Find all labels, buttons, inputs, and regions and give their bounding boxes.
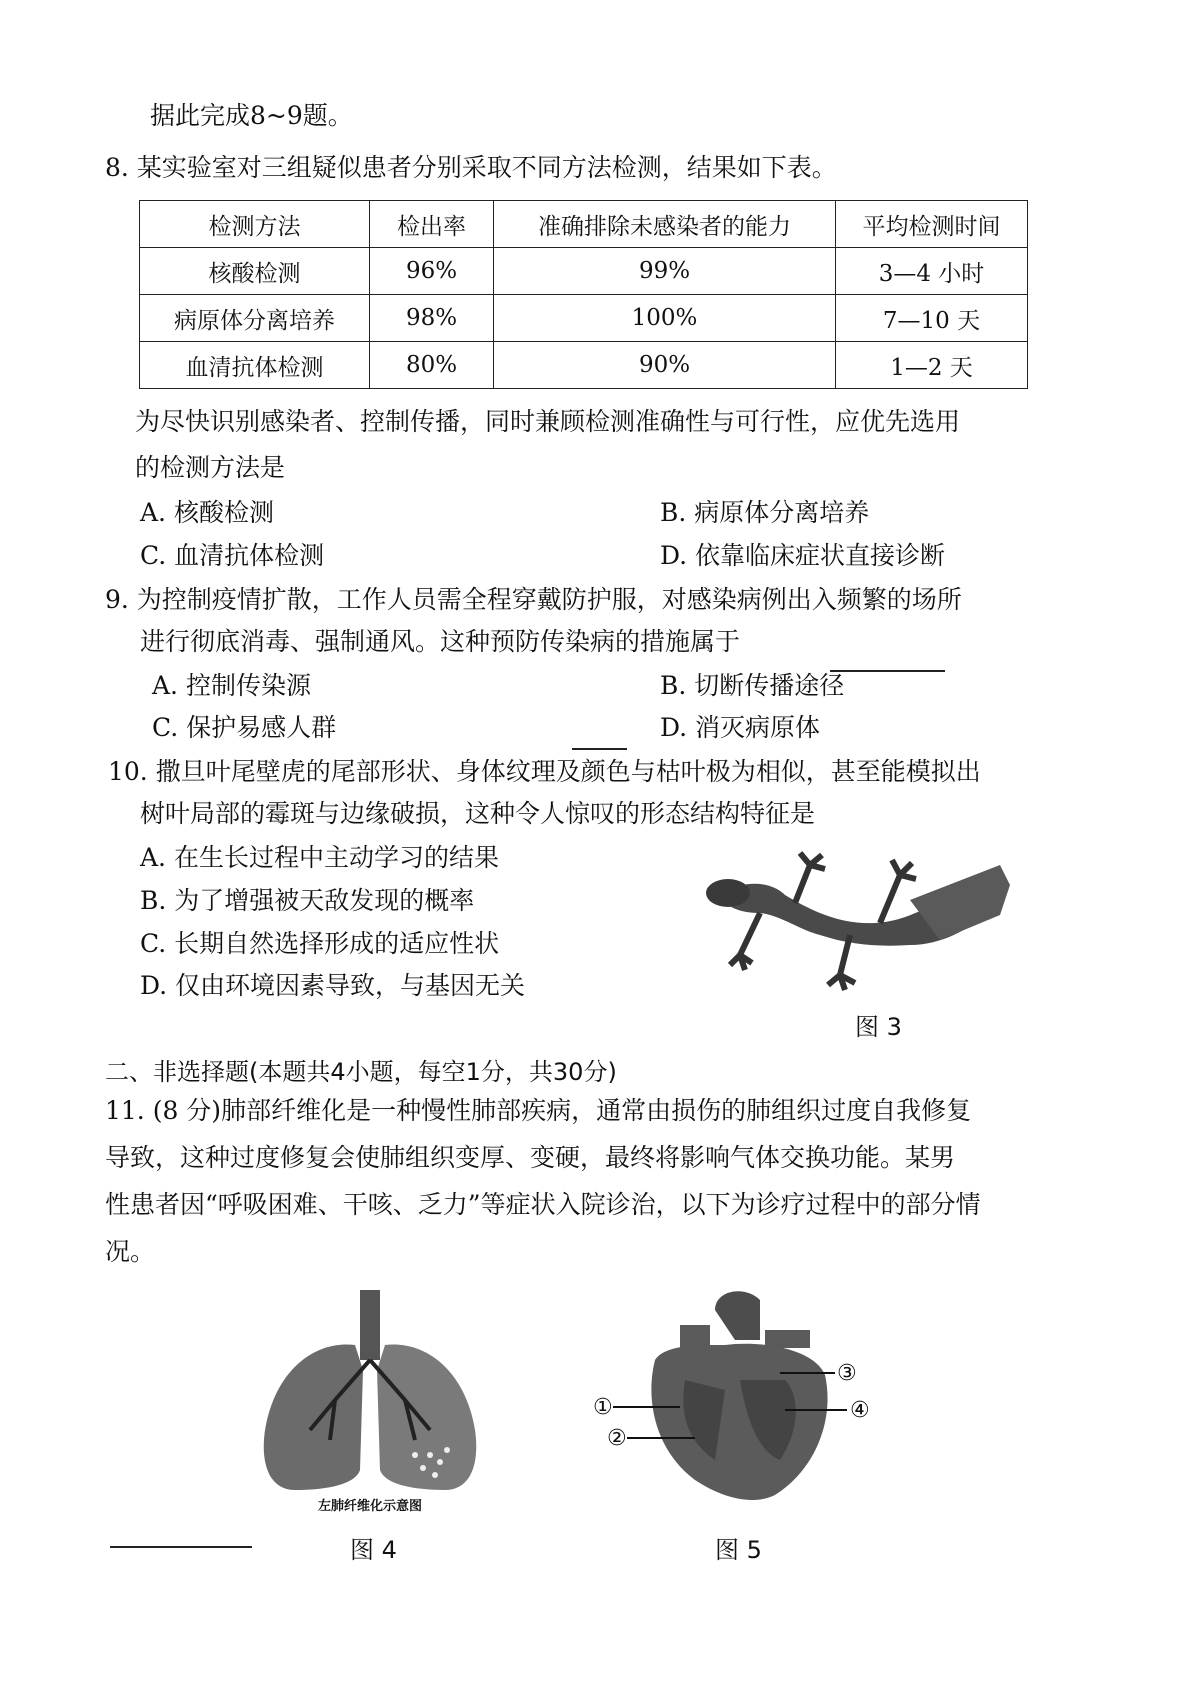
gecko-head: [706, 879, 750, 907]
stray-mark: [110, 1546, 252, 1548]
table-header-cell: 检出率: [370, 201, 494, 248]
gecko-leg: [880, 860, 916, 923]
table-cell: 99%: [494, 248, 836, 295]
table-cell: 100%: [494, 295, 836, 342]
figure-4-caption: 图 4: [350, 1536, 397, 1564]
table-header-row: [140, 201, 1028, 248]
q10-line1: 10. 撒旦叶尾壁虎的尾部形状、身体纹理及颜色与枯叶极为相似，甚至能模拟出: [108, 757, 981, 786]
table-cell: 血清抗体检测: [140, 342, 370, 389]
table-cell: 90%: [494, 342, 836, 389]
q8-option-b[interactable]: B. 病原体分离培养: [660, 498, 870, 527]
stray-mark: [830, 670, 945, 672]
gecko-leg: [795, 853, 825, 903]
gecko-leg: [828, 935, 855, 990]
table-cell: 核酸检测: [140, 248, 370, 295]
table-cell: 98%: [370, 295, 494, 342]
table-row: [140, 248, 1028, 295]
heart-body: [651, 1344, 827, 1500]
trachea: [360, 1290, 380, 1360]
q9-option-c[interactable]: C. 保护易感人群: [152, 713, 337, 742]
q11-line1: 11. (8 分)肺部纤维化是一种慢性肺部疾病，通常由损伤的肺组织过度自我修复: [105, 1096, 972, 1125]
aorta: [715, 1291, 760, 1340]
heart-figure: [585, 1280, 895, 1520]
heart-label-2: ②: [607, 1426, 627, 1451]
gecko-leg: [730, 913, 760, 970]
q11-line2: 导致，这种过度修复会使肺组织变厚、变硬，最终将影响气体交换功能。某男: [105, 1143, 956, 1172]
q8-option-c[interactable]: C. 血清抗体检测: [140, 541, 325, 570]
q8-question-line2: 的检测方法是: [135, 453, 286, 482]
pulmonary-artery: [765, 1330, 810, 1348]
q10-line2: 树叶局部的霉斑与边缘破损，这种令人惊叹的形态结构特征是: [140, 799, 816, 828]
stray-mark: [572, 748, 627, 750]
table-cell: 80%: [370, 342, 494, 389]
q10-option-c[interactable]: C. 长期自然选择形成的适应性状: [140, 929, 500, 958]
intro-text: 据此完成8~9题。: [150, 101, 353, 130]
q10-option-a[interactable]: A. 在生长过程中主动学习的结果: [140, 843, 499, 872]
q8-stem: 8. 某实验室对三组疑似患者分别采取不同方法检测，结果如下表。: [105, 153, 837, 182]
figure-3-caption: 图 3: [855, 1013, 902, 1041]
q8-question-line1: 为尽快识别感染者、控制传播，同时兼顾检测准确性与可行性，应优先选用: [135, 407, 961, 436]
table-cell: 1—2 天: [836, 342, 1028, 389]
table-cell: 3—4 小时: [836, 248, 1028, 295]
gecko-figure: [700, 845, 1020, 1005]
heart-label-3: ③: [837, 1361, 857, 1386]
q11-line3: 性患者因“呼吸困难、干咳、乏力”等症状入院诊治，以下为诊疗过程中的部分情: [105, 1190, 981, 1219]
q9-option-a[interactable]: A. 控制传染源: [152, 671, 311, 700]
table-cell: 病原体分离培养: [140, 295, 370, 342]
section-title: 二、非选择题(本题共4小题，每空1分，共30分): [105, 1058, 617, 1086]
figure-5-caption: 图 5: [715, 1536, 762, 1564]
table-row: [140, 342, 1028, 389]
heart-label-4: ④: [850, 1398, 870, 1423]
table-header-cell: 检测方法: [140, 201, 370, 248]
q9-line2: 进行彻底消毒、强制通风。这种预防传染病的措施属于: [140, 627, 741, 656]
q8-option-d[interactable]: D. 依靠临床症状直接诊断: [660, 541, 946, 570]
q10-option-b[interactable]: B. 为了增强被天敌发现的概率: [140, 886, 475, 915]
table-header-cell: 准确排除未感染者的能力: [494, 201, 836, 248]
q8-option-a[interactable]: A. 核酸检测: [140, 498, 274, 527]
table-header-cell: 平均检测时间: [836, 201, 1028, 248]
q9-line1: 9. 为控制疫情扩散，工作人员需全程穿戴防护服，对感染病例出入频繁的场所: [105, 585, 962, 614]
fig4-inner-label: 左肺纤维化示意图: [317, 1499, 423, 1514]
q9-option-b[interactable]: B. 切断传播途径: [660, 671, 845, 700]
table-cell: 7—10 天: [836, 295, 1028, 342]
q9-option-d[interactable]: D. 消灭病原体: [660, 713, 821, 742]
q10-option-d[interactable]: D. 仅由环境因素导致，与基因无关: [140, 971, 526, 1000]
q11-line4: 况。: [105, 1237, 156, 1266]
left-lung: [377, 1344, 476, 1490]
heart-label-1: ①: [593, 1395, 613, 1420]
detection-table: [139, 200, 1028, 389]
table-row: [140, 295, 1028, 342]
table-cell: 96%: [370, 248, 494, 295]
right-lung: [264, 1344, 363, 1490]
lungs-figure: [255, 1290, 485, 1515]
